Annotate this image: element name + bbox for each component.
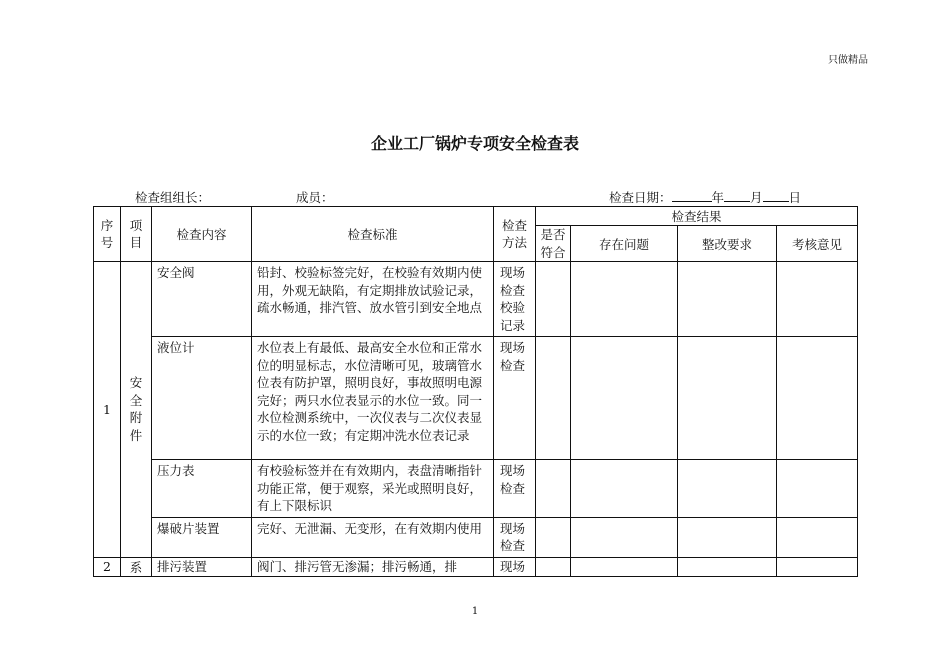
item-cell: 系 xyxy=(121,557,152,576)
watermark-text: 只做精品 xyxy=(828,55,868,66)
item-cell: 安全附件 xyxy=(121,262,152,558)
conform-cell[interactable] xyxy=(536,557,571,576)
header-standard: 检查标准 xyxy=(252,207,494,262)
seq-cell: 2 xyxy=(94,557,121,576)
year-label: 年 xyxy=(711,190,725,205)
month-label: 月 xyxy=(750,190,763,205)
table-row xyxy=(94,460,858,518)
standard-cell: 有校验标签并在有效期内，表盘清晰指针功能正常，便于观察，采光或照明良好，有上下限标识 xyxy=(252,460,494,518)
table-row xyxy=(94,262,858,337)
month-blank xyxy=(724,189,750,202)
header-rectify: 整改要求 xyxy=(678,226,777,262)
members-label: 成员： xyxy=(296,190,334,205)
conform-cell[interactable] xyxy=(536,337,571,460)
content-cell: 液位计 xyxy=(152,337,252,460)
header-conform: 是否符合 xyxy=(536,226,571,262)
header-method: 检查方法 xyxy=(494,207,536,262)
opinion-cell[interactable] xyxy=(777,460,858,518)
standard-cell: 完好、无泄漏、无变形，在有效期内使用 xyxy=(252,517,494,557)
standard-cell: 阀门、排污管无渗漏；排污畅通，排 xyxy=(252,557,494,576)
header-result: 检查结果 xyxy=(536,207,858,226)
rectify-cell[interactable] xyxy=(678,557,777,576)
header-content: 检查内容 xyxy=(152,207,252,262)
opinion-cell[interactable] xyxy=(777,337,858,460)
standard-cell: 水位表上有最低、最高安全水位和正常水位的明显标志，水位清晰可见，玻璃管水位表有防护罩，照明良好，事故照明电源完好；两只水位表显示的水位一致。同一水位检测系统中，一次仪表与二次仪表显示的水位一致；有定期冲洗水位表记录 xyxy=(252,337,494,460)
opinion-cell[interactable] xyxy=(777,262,858,337)
header-problem: 存在问题 xyxy=(571,226,678,262)
seq-cell: 1 xyxy=(94,262,121,558)
document-title: 企业工厂锅炉专项安全检查表 xyxy=(370,134,579,153)
table-row xyxy=(94,517,858,557)
opinion-cell[interactable] xyxy=(777,517,858,557)
method-cell: 现场检查校验记录 xyxy=(494,262,536,337)
problem-cell[interactable] xyxy=(571,262,678,337)
rectify-cell[interactable] xyxy=(678,517,777,557)
table-row xyxy=(94,337,858,460)
standard-cell: 铅封、校验标签完好，在校验有效期内使用，外观无缺陷，有定期排放试验记录，疏水畅通，排汽管、放水管引到安全地点 xyxy=(252,262,494,337)
method-cell: 现场检查 xyxy=(494,460,536,518)
page-number: 1 xyxy=(471,606,479,617)
inspection-date xyxy=(609,188,801,206)
rectify-cell[interactable] xyxy=(678,337,777,460)
method-cell: 现场 xyxy=(494,557,536,576)
conform-cell[interactable] xyxy=(536,460,571,518)
day-blank xyxy=(763,189,789,202)
header-item: 项目 xyxy=(121,207,152,262)
year-blank xyxy=(672,189,712,202)
date-label: 检查日期： xyxy=(609,190,672,205)
content-cell: 安全阀 xyxy=(152,262,252,337)
opinion-cell[interactable] xyxy=(777,557,858,576)
header-seq: 序号 xyxy=(94,207,121,262)
header-opinion: 考核意见 xyxy=(777,226,858,262)
rectify-cell[interactable] xyxy=(678,460,777,518)
method-cell: 现场检查 xyxy=(494,517,536,557)
conform-cell[interactable] xyxy=(536,262,571,337)
day-label: 日 xyxy=(788,190,802,205)
method-cell: 现场检查 xyxy=(494,337,536,460)
leader-label: 检查组组长： xyxy=(135,190,211,205)
problem-cell[interactable] xyxy=(571,460,678,518)
problem-cell[interactable] xyxy=(571,337,678,460)
problem-cell[interactable] xyxy=(571,557,678,576)
content-cell: 爆破片装置 xyxy=(152,517,252,557)
table-row xyxy=(94,557,858,576)
rectify-cell[interactable] xyxy=(678,262,777,337)
inspection-table xyxy=(93,206,858,577)
content-cell: 压力表 xyxy=(152,460,252,518)
conform-cell[interactable] xyxy=(536,517,571,557)
problem-cell[interactable] xyxy=(571,517,678,557)
content-cell: 排污装置 xyxy=(152,557,252,576)
